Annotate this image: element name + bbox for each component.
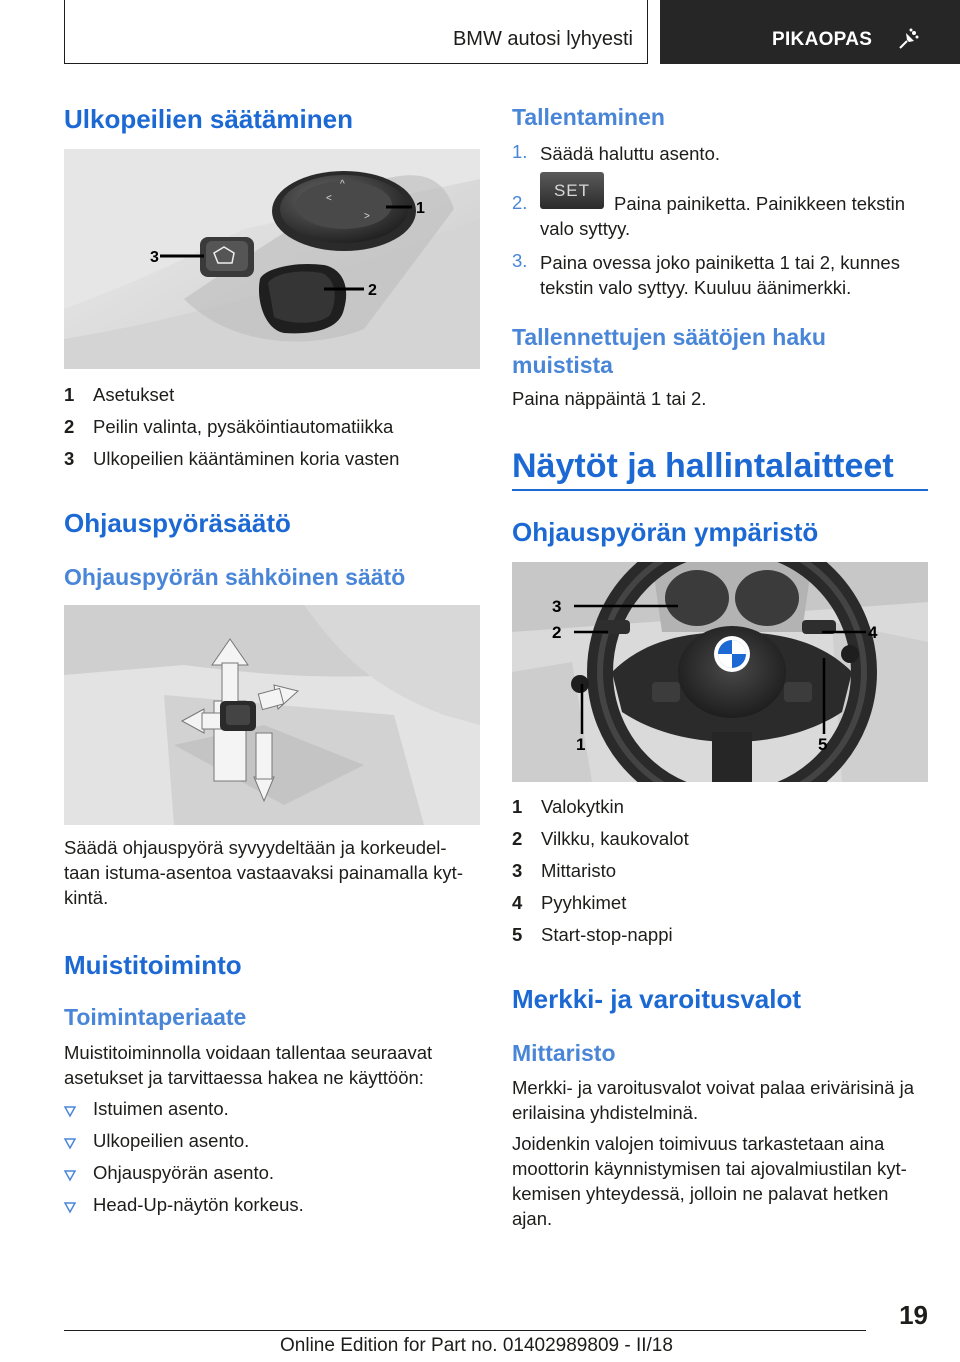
triangle-bullet-icon (64, 1133, 76, 1155)
steering-adjust-figure (64, 605, 480, 825)
heading-line: muistista (512, 352, 613, 378)
text-line: asetukset ja tarvittaessa hakea ne käyttöön: (64, 1067, 424, 1088)
wheel-callout-2: 2 (552, 623, 562, 642)
heading-line: Tallennettujen säätöjen haku (512, 324, 826, 350)
wheel-callout-5: 5 (818, 735, 828, 754)
svg-text:<: < (326, 193, 332, 204)
text-line: erilaisina yhdistelminä. (512, 1102, 699, 1123)
memory-heading: Muistitoiminto (64, 950, 242, 980)
wheel-heading: Ohjauspyörän ympäristö (512, 517, 819, 547)
text-line: ajan. (512, 1208, 553, 1229)
heading-underline (512, 489, 928, 491)
lights-heading: Merkki- ja varoitusvalot (512, 984, 801, 1014)
step-number: 1. (512, 141, 528, 162)
step-text: Paina painiketta. Painikkeen tekstin (614, 193, 906, 214)
triangle-bullet-icon (64, 1165, 76, 1187)
page-number: 19 (899, 1300, 928, 1330)
step-text: valo syttyy. (540, 218, 631, 239)
steering-heading: Ohjauspyöräsäätö (64, 508, 291, 538)
legend-number: 1 (512, 796, 523, 817)
cluster-subheading: Mittaristo (512, 1040, 616, 1066)
header-tab (660, 0, 960, 64)
recall-heading (512, 323, 826, 379)
legend-text: Peilin valinta, pysäköintiautomatiikka (93, 416, 394, 437)
step-text: Säädä haluttu asento. (540, 143, 721, 164)
steering-paragraph (64, 835, 484, 910)
set-button-icon: SET (540, 172, 604, 209)
bullet-text: Ulkopeilien asento. (93, 1130, 250, 1151)
legend-number: 5 (512, 924, 523, 945)
memory-paragraph (64, 1040, 484, 1090)
recall-paragraph: Paina näppäintä 1 tai 2. (512, 388, 707, 409)
wheel-callout-4: 4 (868, 623, 878, 642)
footer-edition: Online Edition for Part no. 01402989809 - II/18 (280, 1335, 673, 1356)
legend-number: 4 (512, 892, 523, 913)
save-step-2 (512, 172, 932, 242)
steering-wheel-figure (512, 562, 928, 782)
step-number: 2. (512, 192, 528, 213)
legend-text: Start-stop-nappi (541, 924, 673, 945)
text-line: moottorin käynnistymisen tai ajovalmiustilan kyt- (512, 1158, 907, 1179)
mirror-heading: Ulkopeilien säätäminen (64, 104, 353, 134)
text-line: Merkki- ja varoitusvalot voivat palaa erivärisinä ja (512, 1077, 915, 1098)
step-text: tekstin valo syttyy. Kuuluu äänimerkki. (540, 277, 852, 298)
triangle-bullet-icon (64, 1101, 76, 1123)
svg-text:>: > (364, 211, 370, 222)
legend-text: Mittaristo (541, 860, 617, 881)
legend-number: 2 (64, 416, 75, 437)
bullet-text: Istuimen asento. (93, 1098, 229, 1119)
save-step-1 (512, 141, 932, 171)
mirror-callout-2: 2 (368, 282, 377, 299)
pin-icon (896, 27, 922, 58)
legend-number: 3 (64, 448, 75, 469)
mirror-callout-1: 1 (416, 200, 425, 217)
header-section-box (64, 0, 648, 64)
legend-text: Ulkopeilien kääntäminen koria vasten (93, 448, 400, 469)
mirror-controls-figure (64, 149, 480, 369)
header-section-title: BMW autosi lyhyesti (452, 28, 633, 50)
wheel-callout-3: 3 (552, 597, 562, 616)
cluster-paragraph-2 (512, 1131, 932, 1231)
triangle-bullet-icon (64, 1197, 76, 1219)
bullet-text: Ohjauspyörän asento. (93, 1162, 275, 1183)
header-tab-label: PIKAOPAS (772, 29, 873, 50)
text-line: Muistitoiminnolla voidaan tallentaa seuraavat (64, 1042, 433, 1063)
save-step-3 (512, 250, 932, 305)
svg-text:^: ^ (340, 179, 345, 190)
step-text: Paina ovessa joko painiketta 1 tai 2, kunnes (540, 252, 900, 273)
save-heading: Tallentaminen (512, 104, 665, 130)
legend-text: Valokytkin (541, 796, 624, 817)
legend-text: Vilkku, kaukovalot (541, 828, 689, 849)
text-line: kemisen yhteydessä, jolloin ne palavat hetken (512, 1183, 889, 1204)
legend-text: Pyyhkimet (541, 892, 627, 913)
legend-number: 3 (512, 860, 523, 881)
legend-text: Asetukset (93, 384, 175, 405)
main-section-heading: Näytöt ja hallintalaitteet (512, 447, 894, 485)
wheel-callout-1: 1 (576, 735, 586, 754)
footer-divider (64, 1330, 866, 1331)
text-line: Säädä ohjauspyörä syvyydeltään ja korkeudel- (64, 837, 447, 858)
memory-subheading: Toimintaperiaate (64, 1004, 247, 1030)
legend-number: 2 (512, 828, 523, 849)
cluster-paragraph-1 (512, 1075, 932, 1125)
text-line: Joidenkin valojen toimivuus tarkastetaan aina (512, 1133, 885, 1154)
text-line: taan istuma-asentoa vastaavaksi painamalla kyt- (64, 862, 463, 883)
text-line: kintä. (64, 887, 109, 908)
bullet-text: Head-Up-näytön korkeus. (93, 1194, 304, 1215)
legend-number: 1 (64, 384, 75, 405)
step-number: 3. (512, 250, 528, 271)
steering-subheading: Ohjauspyörän sähköinen säätö (64, 564, 406, 590)
mirror-callout-3: 3 (150, 249, 159, 266)
